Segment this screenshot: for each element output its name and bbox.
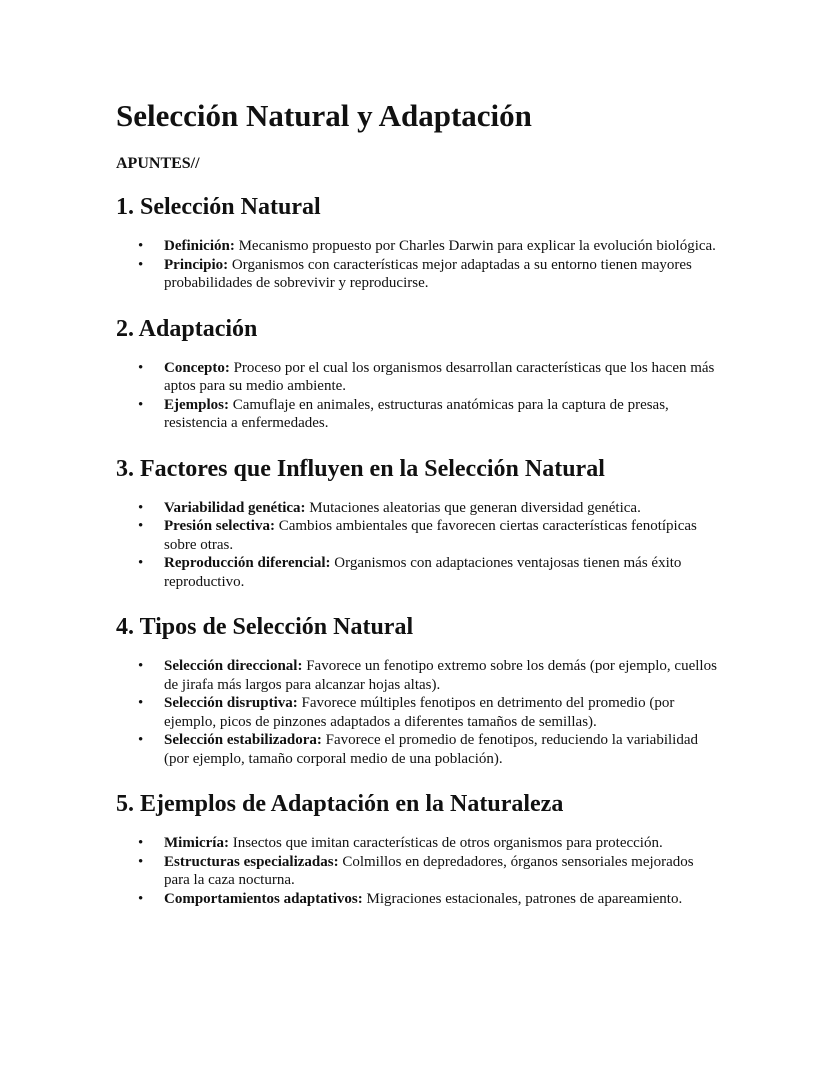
item-text: Organismos con características mejor adaptadas a su entorno tienen mayores probabilidades de sobrevivir y reproducirse. <box>164 256 692 291</box>
list-item <box>164 834 718 853</box>
item-text: Favorece el promedio de fenotipos, reduciendo la variabilidad (por ejemplo, tamaño corporal medio de una población). <box>164 732 699 767</box>
list-item <box>164 359 718 396</box>
item-term: Reproducción diferencial: <box>164 555 331 571</box>
item-text: Favorece un fenotipo extremo sobre los demás (por ejemplo, cuellos de jirafa más largos para alcanzar hojas altas). <box>164 658 717 693</box>
section-heading: 1. Selección Natural <box>116 194 321 220</box>
item-term: Mimicría: <box>164 835 229 851</box>
item-term: Variabilidad genética: <box>164 499 306 516</box>
bullet-list <box>116 237 718 293</box>
item-term: Concepto: <box>164 359 230 376</box>
item-text: Insectos que imitan características de otros organismos para protección. <box>228 835 663 851</box>
item-text: Colmillos en depredadores, órganos sensoriales mejorados para la caza nocturna. <box>164 853 694 888</box>
item-term: Presión selectiva: <box>164 518 275 534</box>
item-text: Migraciones estacionales, patrones de apareamiento. <box>362 890 683 907</box>
list-item <box>164 731 718 768</box>
item-term: Comportamientos adaptativos: <box>164 890 363 907</box>
list-item <box>164 554 718 591</box>
section-heading: 5. Ejemplos de Adaptación en la Naturaleza <box>116 791 564 817</box>
item-text: Mecanismo propuesto por Charles Darwin para explicar la evolución biológica. <box>234 238 716 254</box>
list-item <box>164 890 718 909</box>
item-term: Selección estabilizadora: <box>164 732 322 748</box>
list-item <box>164 517 718 554</box>
list-item <box>164 657 718 694</box>
item-term: Selección disruptiva: <box>164 695 298 711</box>
item-text: Cambios ambientales que favorecen ciertas características fenotípicas sobre otras. <box>164 518 697 553</box>
item-text: Camuflaje en animales, estructuras anatómicas para la captura de presas, resistencia a enfermedades. <box>164 396 669 431</box>
item-text: Organismos con adaptaciones ventajosas tienen más éxito reproductivo. <box>164 555 682 590</box>
list-item <box>164 396 718 433</box>
section-heading: 2. Adaptación <box>116 315 258 342</box>
item-term: Estructuras especializadas: <box>164 853 339 870</box>
bullet-list <box>116 834 718 908</box>
list-item <box>164 853 718 890</box>
page-title: Selección Natural y Adaptación <box>116 98 532 133</box>
item-text: Proceso por el cual los organismos desarrollan características que los hacen más aptos para su medio ambiente. <box>164 359 715 394</box>
list-item <box>164 256 718 293</box>
page-subtitle: APUNTES// <box>116 155 200 172</box>
item-text: Mutaciones aleatorias que generan diversidad genética. <box>305 499 641 516</box>
bullet-list <box>116 657 718 768</box>
section-heading: 3. Factores que Influyen en la Selección Natural <box>116 455 605 482</box>
item-term: Definición: <box>164 238 235 254</box>
list-item <box>164 237 718 256</box>
item-text: Favorece múltiples fenotipos en detrimento del promedio (por ejemplo, picos de pinzones adaptados a diferentes tamaños de semillas). <box>164 695 675 730</box>
list-item <box>164 499 718 518</box>
list-item <box>164 694 718 731</box>
item-term: Ejemplos: <box>164 396 229 413</box>
item-term: Selección direccional: <box>164 658 303 674</box>
item-term: Principio: <box>164 256 229 273</box>
bullet-list <box>116 499 718 592</box>
bullet-list <box>116 359 718 433</box>
section-heading: 4. Tipos de Selección Natural <box>116 614 414 640</box>
